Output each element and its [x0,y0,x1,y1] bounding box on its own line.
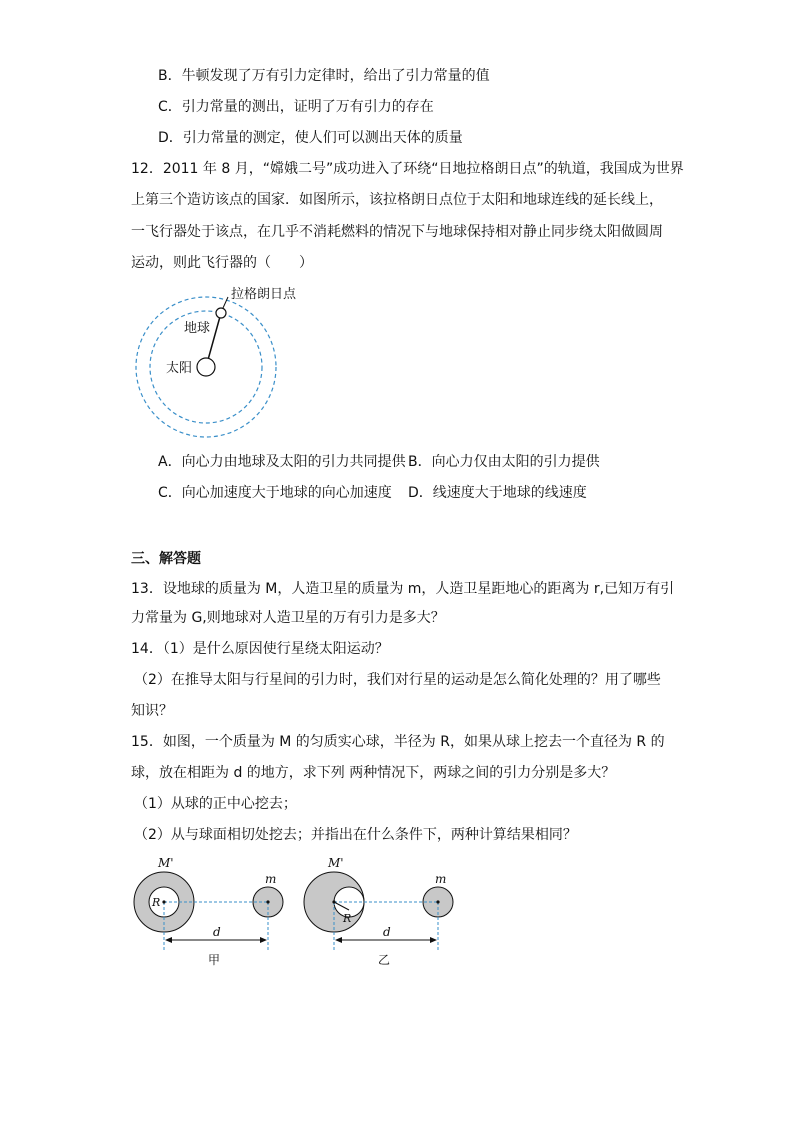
q15-text-line3: （1）从球的正中心挖去； [134,796,297,812]
right-caption: 乙 [378,953,391,967]
label-leader-line [223,297,228,308]
right-small-mass-label: m [435,872,447,886]
q14-text-line2: （2）在推导太阳与行星间的引力时，我们对行星的运动是怎么简化处理的？用了哪些 [134,672,661,688]
sphere-figure [128,852,468,972]
left-arrowhead-left [165,937,172,943]
right-arrowhead-right [430,937,437,943]
left-small-mass-label: m [265,872,277,886]
left-caption: 甲 [208,953,221,967]
q15-text-line1: 15．如图，一个质量为 M 的匀质实心球，半径为 R，如果从球上挖去一个直径为 R 的 [131,734,665,750]
q14-text-line1: 14．（1）是什么原因使行星绕太阳运动？ [131,641,389,657]
right-distance-label: d [383,925,391,939]
right-small-dot [436,900,439,903]
q12-text-line4: 运动，则此飞行器的（ ） [131,255,313,271]
right-radius-label: R [343,912,352,925]
q15-text-line4: （2）从与球面相切处挖去；并指出在什么条件下，两种计算结果相同？ [134,827,577,843]
left-center-dot [162,900,165,903]
q11-option-b: B．牛顿发现了万有引力定律时，给出了引力常量的值 [158,68,490,84]
sun-circle [197,358,215,376]
right-big-mass-label: M' [328,856,344,870]
sun-label: 太阳 [166,361,193,376]
q12-option-d: D．线速度大于地球的线速度 [408,485,587,501]
q12-option-b: B．向心力仅由太阳的引力提供 [408,454,600,470]
q14-text-line3: 知识？ [131,703,173,719]
q12-text-line2: 上第三个造访该点的国家．如图所示，该拉格朗日点位于太阳和地球连线的延长线上， [131,192,663,208]
left-big-mass-label: M' [158,856,174,870]
q11-option-c: C．引力常量的测出，证明了万有引力的存在 [158,99,434,115]
lagrange-point-circle [216,308,226,318]
q12-text-line3: 一飞行器处于该点，在几乎不消耗燃料的情况下与地球保持相对静止同步绕太阳做圆周 [131,224,663,240]
left-small-dot [266,900,269,903]
lagrange-label: 拉格朗日点 [231,287,297,302]
q12-option-c: C．向心加速度大于地球的向心加速度 [158,485,392,501]
left-radius-label: R [152,896,161,909]
lagrange-figure [130,280,330,450]
q13-text-line1: 13．设地球的质量为 M，人造卫星的质量为 m，人造卫星距地心的距离为 r,已知万有引 [131,581,675,597]
left-distance-label: d [213,925,221,939]
right-arrowhead-left [335,937,342,943]
q11-option-d: D．引力常量的测定，使人们可以测出天体的质量 [158,130,463,146]
q12-option-a: A．向心力由地球及太阳的引力共同提供 [158,454,406,470]
q12-text-line1: 12．2011 年 8 月，“嫦娥二号”成功进入了环绕“日地拉格朗日点”的轨道，我国成为世界 [131,161,684,177]
earth-label: 地球 [184,321,211,336]
left-arrowhead-right [260,937,267,943]
q15-text-line2: 球，放在相距为 d 的地方，求下列 两种情况下，两球之间的引力分别是多大？ [131,765,616,781]
section-title: 三、解答题 [131,551,201,567]
right-center-dot [332,900,335,903]
q13-text-line2: 力常量为 G,则地球对人造卫星的万有引力是多大？ [131,610,445,626]
